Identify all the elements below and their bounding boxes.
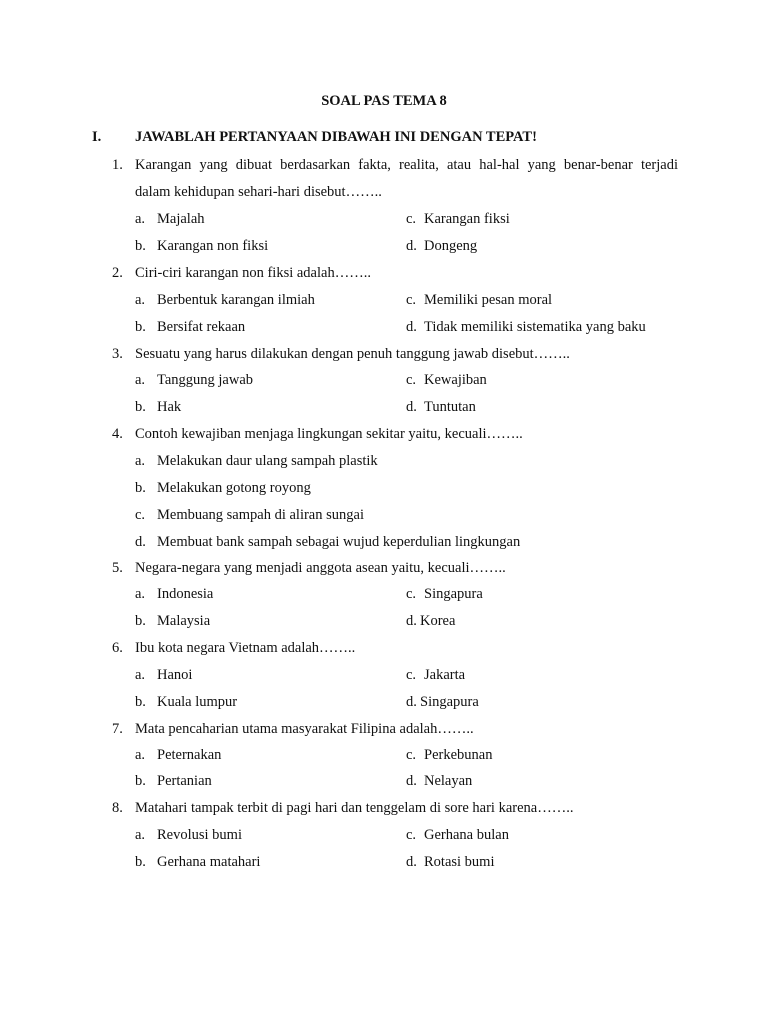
option-text: Hanoi bbox=[157, 667, 193, 683]
option-text: Nelayan bbox=[424, 773, 473, 789]
option-text: Perkebunan bbox=[424, 747, 493, 763]
question-4 bbox=[112, 421, 678, 448]
option-letter: c. bbox=[406, 586, 417, 602]
option-text: Peternakan bbox=[157, 747, 222, 763]
question-number: 8. bbox=[112, 800, 123, 816]
question-1 bbox=[112, 152, 678, 206]
option-letter: a. bbox=[135, 453, 146, 469]
option-letter: b. bbox=[135, 854, 146, 870]
option-letter: b. bbox=[135, 319, 146, 335]
question-6 bbox=[112, 635, 678, 662]
option-text: Korea bbox=[420, 613, 456, 629]
section-number: I. bbox=[92, 129, 102, 145]
option-letter: c. bbox=[135, 507, 146, 523]
question-number: 7. bbox=[112, 721, 123, 737]
question-number: 5. bbox=[112, 560, 123, 576]
option-letter: a. bbox=[135, 827, 146, 843]
option-text: Tidak memiliki sistematika yang baku bbox=[424, 319, 646, 335]
question-3 bbox=[112, 341, 678, 368]
option-letter: a. bbox=[135, 747, 146, 763]
question-text: Karangan yang dibuat berdasarkan fakta, realita, atau hal-hal yang benar-benar terjadi bbox=[135, 157, 678, 173]
option-text: Membuang sampah di aliran sungai bbox=[157, 507, 364, 523]
option-text: Majalah bbox=[157, 211, 205, 227]
option-letter: a. bbox=[135, 586, 146, 602]
option-letter: d. bbox=[406, 319, 417, 335]
option-letter: d. bbox=[406, 238, 417, 254]
option-letter: b. bbox=[135, 773, 146, 789]
option-text: Melakukan daur ulang sampah plastik bbox=[157, 453, 378, 469]
question-5 bbox=[112, 555, 678, 582]
option-letter: d. bbox=[406, 773, 417, 789]
option-letter: b. bbox=[135, 238, 146, 254]
option-letter: d. bbox=[406, 399, 417, 415]
option-text: Dongeng bbox=[424, 238, 478, 254]
option-text: Karangan fiksi bbox=[424, 211, 510, 227]
question-7 bbox=[112, 716, 678, 743]
option-letter: c. bbox=[406, 667, 417, 683]
page-title: SOAL PAS TEMA 8 bbox=[321, 93, 447, 109]
option-text: Rotasi bumi bbox=[424, 854, 495, 870]
option-text: Kuala lumpur bbox=[157, 694, 238, 710]
option-text: Jakarta bbox=[424, 667, 466, 683]
option-text: Berbentuk karangan ilmiah bbox=[157, 292, 315, 308]
option-letter: b. bbox=[135, 399, 146, 415]
option-text: Melakukan gotong royong bbox=[157, 480, 311, 496]
question-number: 6. bbox=[112, 640, 123, 656]
option-letter: a. bbox=[135, 292, 146, 308]
option-letter: c. bbox=[406, 292, 417, 308]
option-text: Gerhana bulan bbox=[424, 827, 509, 843]
option-text: Indonesia bbox=[157, 586, 214, 602]
question-8 bbox=[112, 795, 678, 822]
option-text: Pertanian bbox=[157, 773, 212, 789]
question-number: 4. bbox=[112, 426, 123, 442]
option-text: Hak bbox=[157, 399, 182, 415]
option-letter: d. bbox=[135, 534, 146, 550]
question-text: Negara-negara yang menjadi anggota asean yaitu, kecuali…….. bbox=[135, 560, 506, 576]
question-text: Matahari tampak terbit di pagi hari dan tenggelam di sore hari karena…….. bbox=[135, 800, 574, 816]
option-letter: d. bbox=[406, 854, 417, 870]
option-letter: c. bbox=[406, 827, 417, 843]
option-letter: c. bbox=[406, 372, 417, 388]
section-instruction: JAWABLAH PERTANYAAN DIBAWAH INI DENGAN TEPAT! bbox=[135, 129, 537, 145]
option-letter: a. bbox=[135, 211, 146, 227]
option-letter: d. bbox=[406, 694, 417, 710]
option-text: Singapura bbox=[424, 586, 483, 602]
option-letter: c. bbox=[406, 747, 417, 763]
option-text: Kewajiban bbox=[424, 372, 487, 388]
option-text: Memiliki pesan moral bbox=[424, 292, 553, 308]
option-text: Tuntutan bbox=[424, 399, 476, 415]
option-text: Gerhana matahari bbox=[157, 854, 261, 870]
question-text: Ibu kota negara Vietnam adalah…….. bbox=[135, 640, 356, 656]
option-text: Membuat bank sampah sebagai wujud keperdulian lingkungan bbox=[157, 534, 521, 550]
option-letter: a. bbox=[135, 372, 146, 388]
option-letter: a. bbox=[135, 667, 146, 683]
option-letter: b. bbox=[135, 480, 146, 496]
question-text: Mata pencaharian utama masyarakat Filipina adalah…….. bbox=[135, 721, 474, 737]
question-text-continued: dalam kehidupan sehari-hari disebut…….. bbox=[135, 184, 382, 200]
option-text: Malaysia bbox=[157, 613, 211, 629]
question-number: 2. bbox=[112, 265, 123, 281]
option-letter: c. bbox=[406, 211, 417, 227]
option-letter: b. bbox=[135, 694, 146, 710]
option-text: Revolusi bumi bbox=[157, 827, 242, 843]
question-number: 3. bbox=[112, 346, 123, 362]
question-text: Sesuatu yang harus dilakukan dengan penuh tanggung jawab disebut…….. bbox=[135, 346, 570, 362]
option-text: Singapura bbox=[420, 694, 479, 710]
option-text: Tanggung jawab bbox=[157, 372, 254, 388]
option-text: Bersifat rekaan bbox=[157, 319, 246, 335]
question-text: Ciri-ciri karangan non fiksi adalah…….. bbox=[135, 265, 371, 281]
option-text: Karangan non fiksi bbox=[157, 238, 269, 254]
question-2 bbox=[112, 260, 678, 287]
question-text: Contoh kewajiban menjaga lingkungan sekitar yaitu, kecuali…….. bbox=[135, 426, 523, 442]
option-letter: b. bbox=[135, 613, 146, 629]
option-letter: d. bbox=[406, 613, 417, 629]
question-number: 1. bbox=[112, 157, 123, 173]
